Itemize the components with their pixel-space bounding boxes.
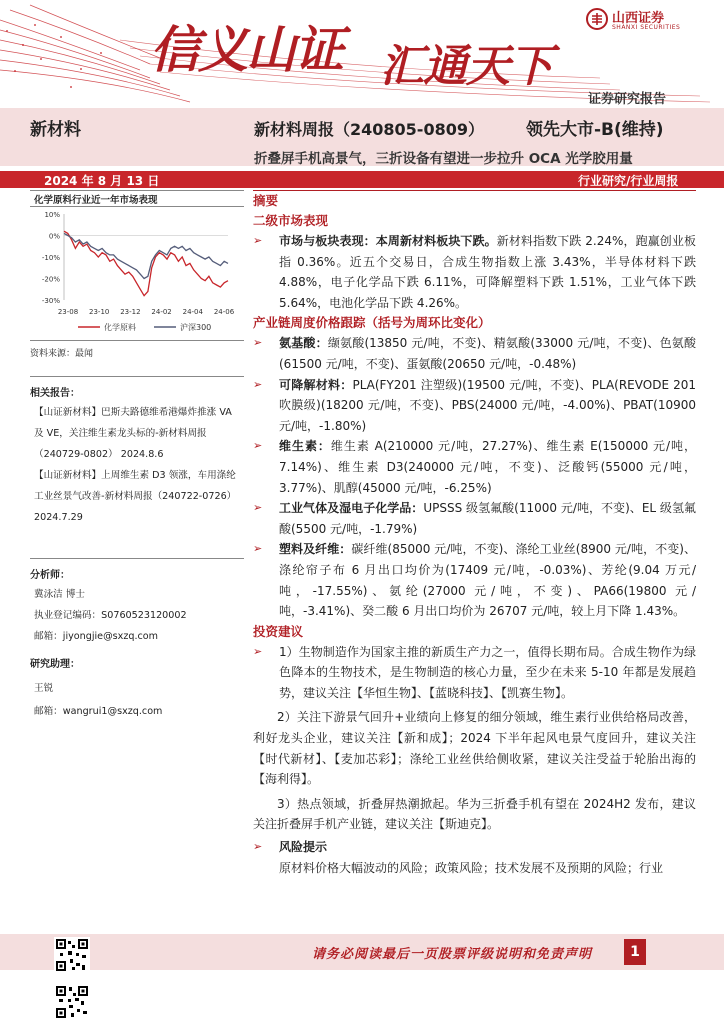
price-label: 可降解材料： [279,377,353,392]
price-bullet [253,333,696,374]
assistant-email[interactable]: 邮箱：wangrui1@sxzq.com [34,706,163,717]
series-line [64,233,228,278]
market-label: 市场与板块表现：本周新材料板块下跌。 [279,234,497,248]
y-axis [42,211,60,305]
chart-bottom-rule [30,340,244,341]
y-tick-label: -30% [41,297,60,305]
report-type: 证券研究报告 [588,92,667,107]
bullet-arrow-icon: ➢ [253,439,263,453]
invest-heading: 投资建议 [253,623,304,639]
price-text: UPSSS 级氢氟酸(11000 元/吨，不变)、EL 级氢氟酸(5500 元/吨，-1.79%) [279,501,696,536]
price-bullet [253,436,696,498]
chart-title: 化学原料行业近一年市场表现 [34,195,158,206]
x-tick-label: 24-02 [151,308,172,316]
analyst-info [34,584,240,647]
series-lines [64,231,228,296]
market-text: 新材料指数下跌 2.24%，跑赢创业板指 0.36%。近五个交易日，合成生物指数上涨 3.43%，半导体材料下跌 4.88%，电子化学品下跌 6.11%，可降解塑料下跌 1.51%，工业气体下跌 5.64%，电池化学品下跌 4.26%。 [279,234,696,310]
invest-paragraph: 2）关注下游景气回升+业绩向上修复的细分领域，维生素行业供给格局改善，利好龙头企业，建议关注【新和成】；2024 下半年起风电景气度回升，建议关注【时代新材】、【麦加芯彩】；涤纶工业丝供给侧收紧，建议关注受益于轮胎出海的【海利得】。 [253,710,696,787]
risk-heading: 风险提示 [279,840,328,855]
market-performance-chart [30,208,244,338]
y-tick-label: -10% [41,254,60,262]
left-top-rule [30,190,244,191]
disclaimer: 请务必阅读最后一页股票评级说明和免责声明 [312,947,593,962]
report-header [0,0,724,108]
sector-label: 新材料 [30,120,81,140]
report-category: 行业研究/行业周报 [578,174,679,188]
analyst-license: 执业登记编码：S0760523120002 [34,610,187,621]
bullet-arrow-icon: ➢ [253,501,263,515]
related-reports [34,402,240,528]
price-label: 塑料及纤维： [279,542,352,557]
analyst-email[interactable]: 邮箱：jiyongjie@sxzq.com [34,631,158,642]
market-bullet [253,231,696,313]
price-text: 维生素 A(210000 元/吨，27.27%)、维生素 E(150000 元/吨，7.14%)、维生素 D3(240000 元/吨，不变)、泛酸钙(55000 元/吨，3.77%)、肌醇(45000 元/吨，-6.25%) [279,439,696,495]
invest-bullet [253,642,696,704]
risk-text: 原材料价格大幅波动的风险；政策风险；技术发展不及预期的风险；行业 [279,860,664,875]
x-tick-label: 24-04 [182,308,203,316]
price-text: 碳纤维(85000 元/吨，不变)、涤纶工业丝(8900 元/吨，不变)、涤纶帘子布 6 月出口均价为(17409 元/吨，-0.03%)、芳纶(9.04 万元/吨，-17.55%)、氨纶(27000 元/吨，不变)、PA66(19800 元/吨，-3.41%)、癸二酸 6 月出口均价为 26707 元/吨，较上月下降 1.43%。 [279,542,696,619]
slogan-left: 信义山证 [150,20,342,79]
price-label: 维生素： [279,439,331,454]
invest-text: 1）生物制造作为国家主推的新质生产力之一，值得长期布局。合成生物作为绿色降本的生物技术，是生物制造的核心力量，至少在未来 5-10 年都是发展趋势，建议关注【华恒生物】、【蓝晓科技】、【凯赛生物】。 [279,644,696,700]
report-subtitle: 折叠屏手机高景气，三折设备有望进一步拉升 OCA 光学胶用量 [254,151,633,167]
rating-label: 领先大市-B(维持) [526,120,664,140]
report-title: 新材料周报（240805-0809） [254,120,484,139]
chart-title-rule [30,206,244,207]
related-report-item[interactable]: 【山证新材料】巴斯夫路德维希港爆炸推涨 VA 及 VE，关注维生素龙头标的-新材料周报（240729-0802） 2024.8.6 [34,407,232,460]
bullet-arrow-icon: ➢ [253,377,263,391]
summary-heading: 摘要 [253,193,279,208]
price-text: 缬氨酸(13850 元/吨，不变)、精氨酸(33000 元/吨，不变)、色氨酸(61500 元/吨，不变)、蛋氨酸(20650 元/吨，-0.48%) [279,336,696,371]
analyst-title: 分析师： [30,570,70,581]
qr-code-icon[interactable] [54,984,90,1020]
y-tick-label: 0% [48,232,60,241]
report-date: 2024 年 8 月 13 日 [44,174,160,188]
chart-source: 资料来源：最闻 [30,349,94,359]
price-bullet [253,498,696,539]
logo-name: 山西证券 [612,11,665,26]
logo-en: SHANXI SECURITIES [612,24,681,31]
price-heading: 产业链周度价格跟踪（括号为周环比变化） [253,315,491,331]
x-axis [58,308,235,316]
risk-bullet [253,837,696,858]
invest-paragraph: 3）热点领域，折叠屏热潮掀起。华为三折叠手机有望在 2024H2 发布，建议关注折叠屏手机产业链，建议关注【斯迪克】。 [253,796,696,832]
qr-code-icon[interactable] [54,937,90,973]
related-report-item[interactable]: 【山证新材料】上周维生素 D3 领涨，车用涤纶工业丝景气改善-新材料周报（240722-0726） 2024.7.29 [34,470,237,523]
related-reports-title: 相关报告： [30,388,80,399]
shanxi-securities-logo-icon [586,8,608,30]
bullet-arrow-icon: ➢ [253,542,263,556]
legend-label: 化学原料 [104,323,136,332]
slogan-right: 汇通天下 [380,41,552,92]
x-tick-label: 23-08 [57,308,79,316]
legend-label: 沪深300 [180,323,212,332]
price-bullet [253,539,696,621]
x-tick-label: 23-10 [89,308,110,316]
assistant-title: 研究助理： [30,659,80,670]
series-line [64,231,228,296]
assistant-name: 王锐 [34,683,54,694]
y-tick-label: -20% [41,275,60,284]
price-label: 工业气体及湿电子化学品： [279,501,424,516]
chart-legend [78,322,211,332]
chart-grid [64,214,228,300]
bullet-arrow-icon: ➢ [253,234,263,247]
market-heading: 二级市场表现 [253,213,329,228]
summary-section [253,190,696,878]
analyst-top-rule [30,558,244,559]
page-number: 1 [624,939,646,965]
analyst-name: 冀泳洁 博士 [34,589,86,600]
price-bullet [253,375,696,437]
y-tick-label: 10% [44,211,60,219]
x-tick-label: 23-12 [120,308,141,316]
price-label: 氨基酸： [279,336,328,351]
bullet-arrow-icon: ➢ [253,840,263,854]
price-text: PLA(FY201 注塑级)(19500 元/吨，不变)、PLA(REVODE 201 吹膜级)(18200 元/吨，不变)、PBS(24000 元/吨，-4.00%)、PBAT(10900 元/吨，-1.80%) [279,377,696,433]
related-top-rule [30,376,244,377]
bullet-arrow-icon: ➢ [253,644,263,658]
assistant-info [34,678,240,722]
bullet-arrow-icon: ➢ [253,336,263,350]
x-tick-label: 24-06 [213,308,235,316]
